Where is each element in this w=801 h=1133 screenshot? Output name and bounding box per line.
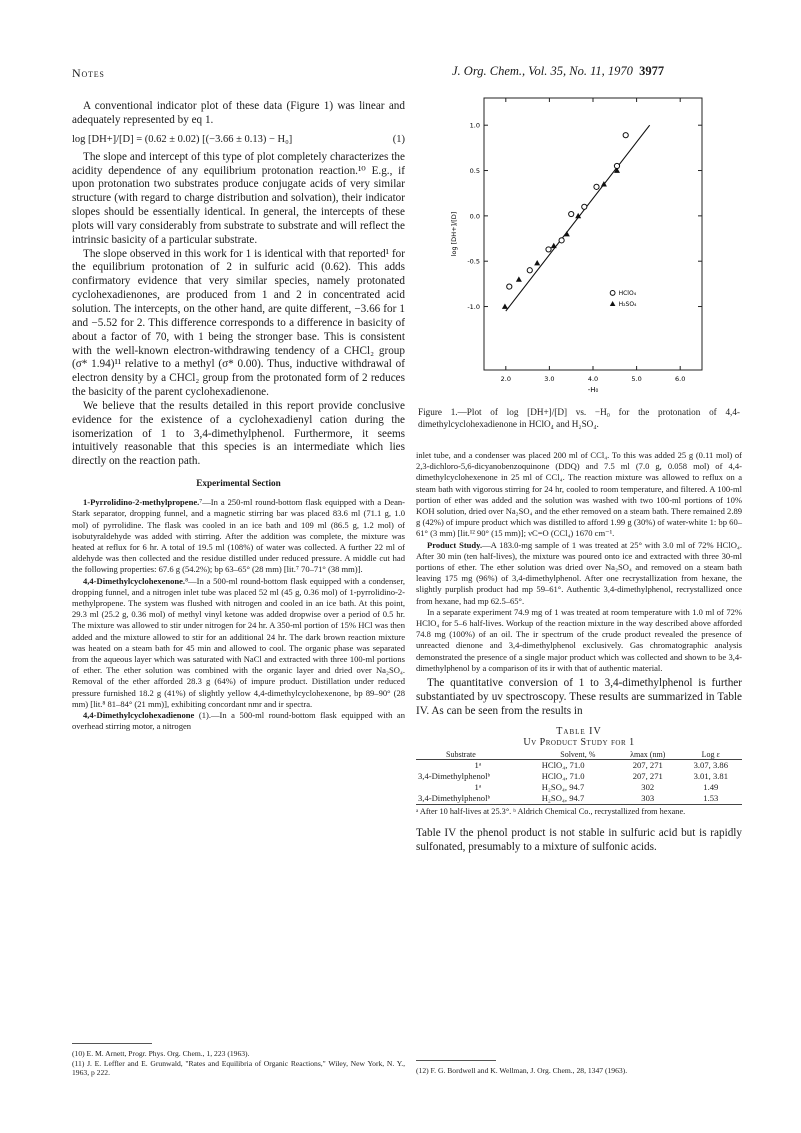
table-cell: 3.07, 3.86: [693, 759, 728, 770]
experimental-paragraph: [72, 497, 405, 575]
table-row: [416, 793, 742, 805]
data-point-hclo4: [623, 133, 628, 138]
experimental-paragraph: [72, 710, 405, 732]
data-point-h2so4: [502, 304, 508, 309]
table-cell: HClO₄, 71.0: [541, 759, 585, 770]
table-subtitle: Uv Product Study for 1: [523, 736, 635, 748]
run-in-heading: 1-Pyrrolidino-2-methylpropene.: [83, 497, 200, 508]
data-point-hclo4: [507, 284, 512, 289]
table-cell: HClO₄, 71.0: [541, 770, 585, 781]
y-tick-label: 1.0: [469, 121, 480, 130]
paragraph-text: (1).—In a 500-ml round-bottom flask equipped with an overhead stirring motor, a nitrogen: [72, 709, 405, 732]
table-cell: 302: [641, 781, 655, 792]
plot-svg: [416, 96, 742, 401]
footnote: (10) E. M. Arnett, Progr. Phys. Org. Chem., 1, 223 (1963).: [72, 1049, 250, 1058]
x-axis-label: -H₀: [587, 386, 599, 394]
table-cell: 3,4-Dimethylphenolᵇ: [418, 770, 491, 781]
paragraph-text: ⁷—In a 250-ml round-bottom flask equipped with a Dean-Stark separator, dropping funnel, and a magnetic stirring bar was placed 83.6 ml (71.1 g, 1.0 mol) of pyrrolidine. The flask was cooled in an ice bath and 109 ml (86.5 g, 1.2 mol) of isobutyraldehyde was added with stirring. After the addition was complete, the mixture was heated at reflux for 6 hr. A total of 19.5 ml (108%) of water was collected. A further 22 ml of aldehyde was then collected and the residue distilled under reduced pressure. A middle cut had the following properties: 67.6 g (54.2%); bp 63–65° (28 mm) [lit.⁷ 70–71° (38 mm)].: [72, 497, 405, 575]
data-point-h2so4: [564, 231, 570, 236]
table-row: [416, 771, 742, 782]
legend-marker-hclo4: [610, 291, 615, 296]
running-head-section: Notes: [72, 66, 105, 80]
running-head-journal: [452, 64, 664, 79]
table-footnote: ᵃ After 10 half-lives at 25.3°. ᵇ Aldrich Chemical Co., recrystallized from hexane.: [416, 806, 686, 816]
footnote: (12) F. G. Bordwell and K. Wellman, J. Org. Chem., 28, 1347 (1963).: [416, 1066, 628, 1075]
equation: [72, 134, 405, 145]
data-table: [416, 750, 742, 805]
x-tick-label: 4.0: [587, 375, 599, 383]
legend-marker-h2so4: [610, 301, 616, 306]
data-point-hclo4: [559, 238, 564, 243]
paragraph-text: inlet tube, and a condenser was placed 200 ml of CCl₄. To this was added 25 g (0.11 mol) of 2,3-dichloro-5,6-dicyanobenzoquinone (DDQ) and 7.5 ml (7.0 g, 0.058 mol) of 4,4-dimethylcyclohexenone in 25 ml of CCl₄. The reaction mixture was allowed to reflux on a steam bath with vigorous stirring for 24 hr, cooled to room temperature, and filtered. A 100-ml portion of ether was added and the solution was washed with two 100-ml portions of 10% KOH solution, dried over Na₂SO₄ and the ether removed on a steam bath. There remained 2.89 g (42%) of impure product which was distilled to afford 1.99 g (30%) of water-white 1: bp 60–61° (3 mm) [lit.¹² 90° (15 mm)]; νC=O (CCl₄) 1670 cm⁻¹.: [416, 450, 742, 539]
paragraph: We believe that the results detailed in this report provide conclusive evidence for the existence of a cyclohexadienyl cation during the isomerization of 1 to 3,4-dimethylphenol. Furthermore, it seems intuitively reasonable that this species is an intermediate which lies directly on the reaction path.: [72, 399, 405, 468]
run-in-heading: Product Study.: [427, 539, 483, 550]
y-tick-label: 0.0: [469, 212, 480, 221]
column-header: Log ε: [701, 749, 720, 759]
paragraph-text: —A 183.0-mg sample of 1 was treated at 25° with 3.0 ml of 72% HClO₄. After 30 min (ten half-lives), the mixture was poured onto ice and extracted with three 30-ml portions of ether. The ether solution was dried over Na₂SO₄ and removed on a steam bath leaving 175 mg (96%) of 3,4-dimethylphenol. After one recrystallization from hexane, the slightly purplish product had mp 59–61°. Authentic 3,4-dimethylphenol, recrystallized once from hexane, had mp 62.5–65°.: [416, 539, 742, 606]
journal-name: J. Org. Chem.,: [452, 64, 526, 78]
figure-1: [416, 96, 742, 436]
x-tick-label: 5.0: [631, 375, 642, 383]
table-cell: 1ᵃ: [474, 759, 482, 770]
table-cell: H₂SO₄, 94.7: [541, 792, 585, 803]
y-tick-label: 0.5: [469, 167, 480, 176]
paragraph: A conventional indicator plot of these data (Figure 1) was linear and adequately represented by eq 1.: [72, 100, 405, 126]
journal-volume: Vol. 35, No. 11, 1970: [528, 64, 633, 78]
paragraph: The slope observed in this work for 1 is identical with that reported¹ for the equilibrium protonation of 2 in sulfuric acid (0.62). This adds confirmatory evidence that very similar species, namely protonated cyclohexadienones, are produced from 1 and 2 in concentrated acid solution. The intercepts, on the other hand, are quite different, −3.66 for 1 and −5.52 for 2. This difference corresponds to a difference in basicity of about a factor of 70, with 1 being the stronger base. This is consistent with the well-known electron-withdrawing tendency of a CHCl₂ group (σ* 1.94)¹¹ relative to a methyl (σ* 0.00). Thus, inductive withdrawal of electron density by a CHCl₂ group from the protonated form of 2 reduces the basicity of the parent cyclohexadienone.: [72, 247, 405, 399]
run-in-heading: 4,4-Dimethylcyclohexadienone: [83, 709, 195, 720]
table-cell: 1.53: [703, 792, 719, 803]
table-cell: 3,4-Dimethylphenolᵇ: [418, 792, 491, 803]
data-point-h2so4: [534, 260, 540, 265]
page-number: 3977: [639, 64, 665, 78]
table-cell: 207, 271: [632, 770, 663, 781]
y-tick-label: -0.5: [467, 257, 480, 266]
data-point-hclo4: [569, 211, 574, 216]
plot-frame: [484, 98, 702, 370]
footnote-rule: [416, 1060, 496, 1061]
legend-label-h2so4: H₂SO₄: [618, 301, 637, 309]
column-header: λmax (nm): [630, 749, 666, 759]
footnote: (11) J. E. Leffler and E. Grunwald, "Rates and Equilibria of Organic Reactions," Wiley, New York, N. Y., 1963, p 222.: [72, 1058, 405, 1078]
figure-caption: Figure 1.—Plot of log [DH+]/[D] vs. −H₀ for the protonation of 4,4-dimethylcyclohexadienone in HClO₄ and H₂SO₄.: [418, 407, 740, 429]
data-point-hclo4: [546, 247, 551, 252]
x-tick-label: 6.0: [675, 375, 686, 383]
table-row: [416, 782, 742, 793]
x-tick-label: 2.0: [500, 375, 511, 383]
column-header: Substrate: [446, 749, 476, 759]
data-point-h2so4: [516, 276, 522, 281]
table-cell: 1ᵃ: [474, 781, 482, 792]
column-header: Solvent, %: [560, 749, 596, 759]
data-point-hclo4: [594, 184, 599, 189]
table-cell: 303: [641, 792, 655, 803]
paragraph: Table IV the phenol product is not stable in sulfuric acid but is rapidly sulfonated, presumably to a mixture of sulfonic acids.: [416, 827, 742, 853]
table-row: [416, 759, 742, 771]
table-cell: 207, 271: [632, 759, 663, 770]
y-axis-label: log [DH+]/[D]: [450, 211, 458, 257]
equation-number: (1): [392, 133, 405, 145]
data-point-h2so4: [551, 243, 557, 248]
table-cell: H₂SO₄, 94.7: [541, 781, 585, 792]
table-cell: 1.49: [703, 781, 719, 792]
data-point-hclo4: [527, 268, 532, 273]
paragraph: The quantitative conversion of 1 to 3,4-dimethylphenol is further substantiated by uv spectroscopy. These results are summarized in Table IV. As can be seen from the results in: [416, 677, 742, 717]
experimental-paragraph: [72, 576, 405, 710]
paragraph: In a separate experiment 74.9 mg of 1 was treated at room temperature with 1.0 ml of 72% HClO₄ for 5–6 half-lives. Workup of the reaction mixture in the way described above afforded 74.8 mg (100%) of an oil. The ir spectrum of the crude product revealed the presence of unreacted dienone and 3,4-dimethylphenol exclusively. Gas chromatographic analysis demonstrated the presence of a single major product which was collected and shown to be 3,4-dimethylphenol by a comparison of its ir with that of authentic material.: [416, 606, 742, 673]
section-heading: Experimental Section: [196, 478, 281, 489]
run-in-heading: 4,4-Dimethylcyclohexenone.: [83, 575, 186, 586]
equation-text: log [DH+]/[D] = (0.62 ± 0.02) [(−3.66 ± 0.13) − H₀]: [72, 133, 293, 145]
table-cell: 3.01, 3.81: [693, 770, 728, 781]
x-tick-label: 3.0: [544, 375, 555, 383]
footnotes: [72, 1049, 405, 1078]
left-column: [72, 100, 405, 732]
table-title: Table IV: [556, 725, 602, 737]
experimental-paragraph: [416, 540, 742, 607]
footnotes: [416, 1066, 742, 1076]
data-point-hclo4: [582, 204, 587, 209]
paragraph-text: ⁸—In a 500-ml round-bottom flask equipped with a condenser, dropping funnel, and a nitrogen inlet tube was placed 52 ml (45 g, 0.36 mol) of 1-pyrrolidino-2-methylpropene. The system was flushed with nitrogen and cooled in an ice bath. At this point, 29.3 ml (25.2 g, 0.36 mol) of methyl vinyl ketone was added dropwise over a period of 0.5 hr. The mixture was allowed to stir under nitrogen for 24 hr. A 350-ml portion of 15% HCl was then added and the mixture allowed to stir for an additional 24 hr. The dark brown reaction mixture was heated on a steam bath for 45 min and allowed to cool. The organic phase was separated from the aqueous layer which was saturated with NaCl and extracted with three 100-ml portions of ether. The ether solution was combined with the organic layer and dried over Na₂SO₄. Removal of the ether afforded 28.3 g (64%) of impure product. Distillation under reduced pressure furnished 18.2 g (41%) of slightly yellow 4,4-dimethylcyclohexenone, bp 89–90° (28 mm) [lit.⁸ 81–84° (21 mm)], exhibiting concordant nmr and ir spectra.: [72, 575, 405, 709]
footnote-rule: [72, 1043, 152, 1044]
right-column: [416, 450, 742, 855]
y-tick-label: -1.0: [467, 303, 480, 312]
legend-label-hclo4: HClO₄: [618, 290, 637, 298]
paragraph: The slope and intercept of this type of plot completely characterizes the acidity dependence of any equilibrium protonation reaction.¹⁰ E.g., if upon protonation two substrates produce conjugate acids of very similar structure (with regard to charge distribution and solvation), their indicator slopes should be essentially identical. In general, the intercepts of these plots will vary considerably from substrate to substrate and will reflect the intrinsic basicity of a particular substrate.: [72, 150, 405, 246]
